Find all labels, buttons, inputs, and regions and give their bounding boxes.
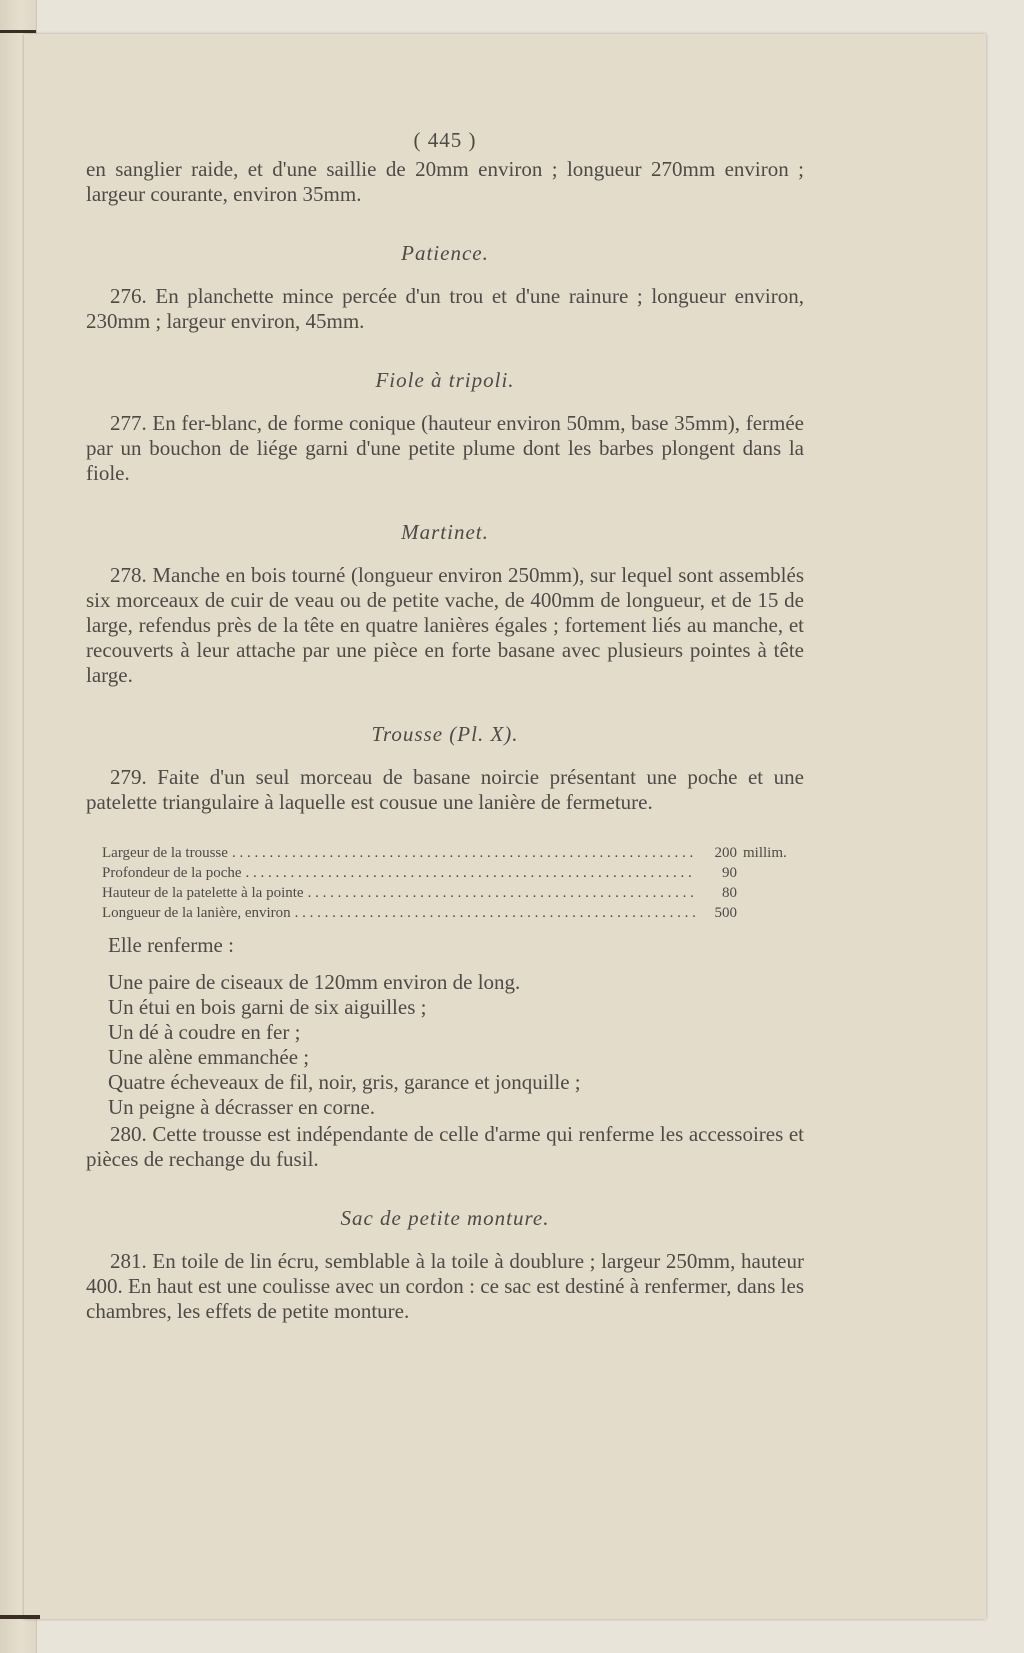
row-value: 200	[714, 845, 737, 861]
page-content	[86, 128, 804, 1324]
paragraph-279: 279. Faite d'un seul morceau de basane noircie présentant une poche et une patelette triangulaire à laquelle est cousue une lanière de fermeture.	[86, 765, 804, 814]
row-label: Hauteur de la patelette à la pointe	[102, 885, 304, 901]
row-label: Largeur de la trousse	[102, 845, 228, 861]
contents-intro: Elle renferme :	[108, 933, 234, 957]
page-number: ( 445 )	[413, 128, 477, 152]
list-item: Un étui en bois garni de six aiguilles ;	[108, 995, 427, 1019]
binding-mark-top	[0, 30, 36, 33]
paragraph-281: 281. En toile de lin écru, semblable à la toile à doublure ; largeur 250mm, hauteur 400. En haut est une coulisse avec un cordon : ce sac est destiné à renfermer, dans les chambres, les effets de petite monture.	[86, 1249, 804, 1323]
section-heading-sac: Sac de petite monture.	[340, 1206, 550, 1230]
table-row	[102, 863, 807, 883]
list-item: Une paire de ciseaux de 120mm environ de long.	[108, 970, 521, 994]
list-item: Un peigne à décrasser en corne.	[108, 1095, 376, 1119]
table-row	[102, 843, 807, 863]
dimensions-table	[102, 843, 807, 923]
list-item: Une alène emmanchée ;	[108, 1045, 310, 1069]
section-heading-trousse: Trousse (Pl. X).	[371, 722, 519, 746]
section-heading-fiole: Fiole à tripoli.	[375, 368, 515, 392]
leader-dots	[295, 903, 695, 923]
intro-paragraph: en sanglier raide, et d'une saillie de 20mm environ ; longueur 270mm environ ; largeur courante, environ 35mm.	[86, 157, 804, 206]
row-unit: millim.	[743, 845, 787, 861]
row-label: Longueur de la lanière, environ	[102, 905, 291, 921]
binding-mark-bottom	[0, 1615, 40, 1619]
contents-list	[86, 933, 804, 1120]
section-heading-martinet: Martinet.	[401, 520, 489, 544]
row-label: Profondeur de la poche	[102, 865, 242, 881]
paragraph-276: 276. En planchette mince percée d'un trou et d'une rainure ; longueur environ, 230mm ; largeur environ, 45mm.	[86, 284, 804, 333]
list-item: Quatre écheveaux de fil, noir, gris, garance et jonquille ;	[108, 1070, 581, 1094]
row-value: 80	[722, 885, 737, 901]
table-row	[102, 883, 807, 903]
section-heading-patience: Patience.	[401, 241, 489, 265]
row-value: 500	[714, 905, 737, 921]
row-value: 90	[722, 865, 737, 881]
leader-dots	[246, 863, 695, 883]
paragraph-277: 277. En fer-blanc, de forme conique (hauteur environ 50mm, base 35mm), fermée par un bouchon de liége garni d'une petite plume dont les barbes plongent dans la fiole.	[86, 411, 804, 485]
table-row	[102, 903, 807, 923]
list-item: Un dé à coudre en fer ;	[108, 1020, 301, 1044]
leader-dots	[232, 843, 695, 863]
leader-dots	[308, 883, 695, 903]
paragraph-280: 280. Cette trousse est indépendante de celle d'arme qui renferme les accessoires et pièces de rechange du fusil.	[86, 1122, 804, 1171]
paragraph-278: 278. Manche en bois tourné (longueur environ 250mm), sur lequel sont assemblés six morceaux de cuir de veau ou de petite vache, de 400mm de longueur, et de 15 de large, refendus près de la tête en quatre lanières égales ; fortement liés au manche, et recouverts à leur attache par une pièce en forte basane avec plusieurs pointes à tête large.	[86, 563, 804, 687]
